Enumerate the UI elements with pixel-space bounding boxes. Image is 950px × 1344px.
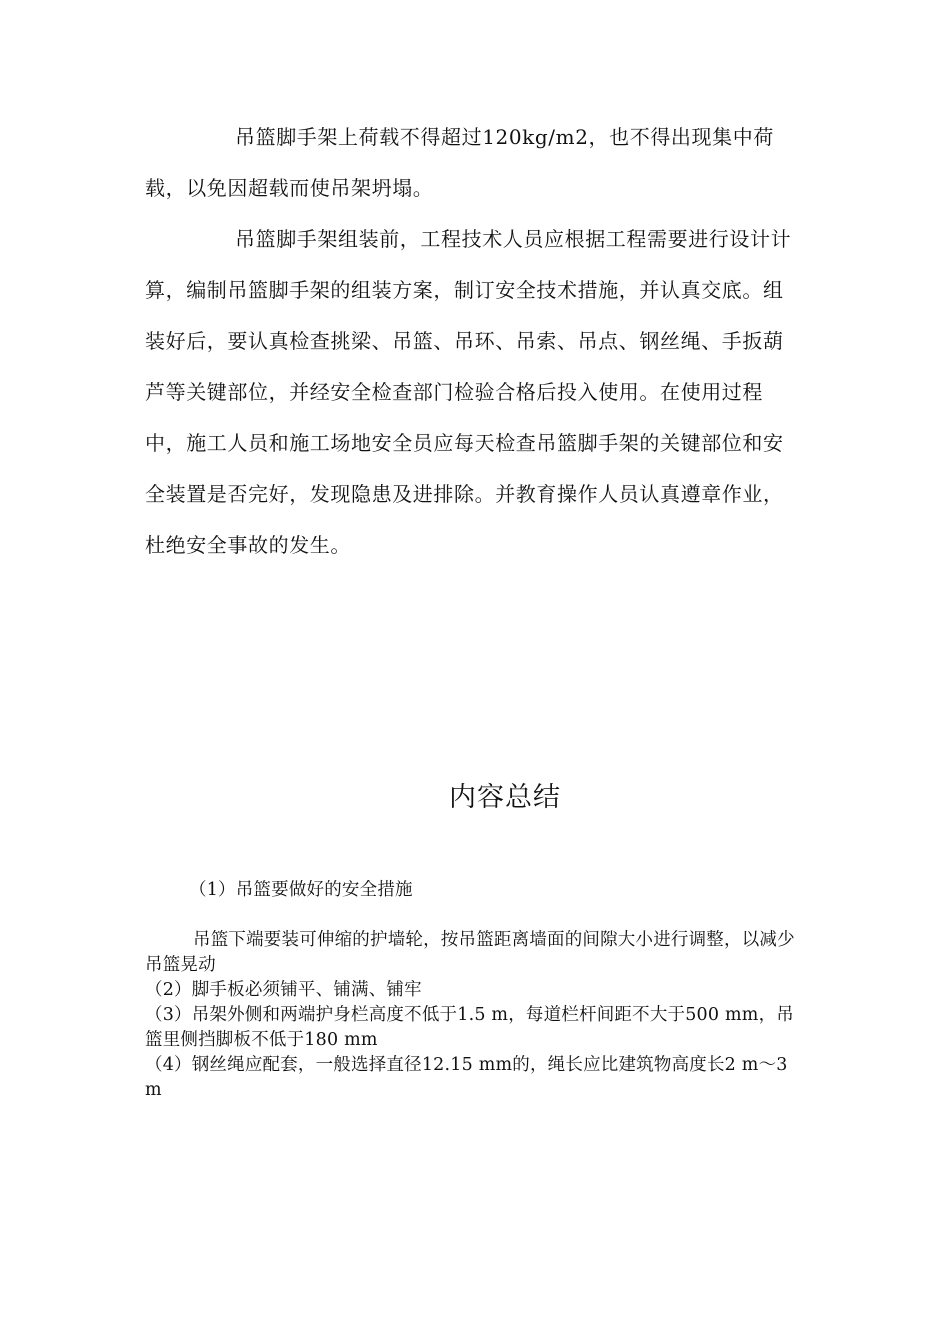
summary-item-3: （3）吊架外侧和两端护身栏高度不低于1.5 m，每道栏杆间距不大于500 mm，吊篮里侧挡脚板不低于180 mm — [145, 1005, 794, 1050]
paragraph-text: 吊篮脚手架上荷载不得超过120kg/m2，也不得出现集中荷载，以免因超载而使吊架坍塌。 — [145, 125, 774, 200]
paragraph-text: 吊篮脚手架组装前，工程技术人员应根据工程需要进行设计计算，编制吊篮脚手架的组装方案，制订安全技术措施，并认真交底。组装好后，要认真检查挑梁、吊篮、吊环、吊索、吊点、钢丝绳、手扳葫芦等关键部位，并经安全检查部门检验合格后投入使用。在使用过程中，施工人员和施工场地安全员应每天检查吊篮脚手架的关键部位和安全装置是否完好，发现隐患及进排除。并教育操作人员认真遵章作业，杜绝安全事故的发生。 — [145, 227, 792, 557]
summary-item-2: （2）脚手板必须铺平、铺满、铺牢 — [145, 980, 422, 1000]
body-paragraph-load-limit — [145, 112, 800, 214]
summary-item-4: （4）钢丝绳应配套，一般选择直径12.15 mm的，绳长应比建筑物高度长2 m～3 m — [145, 1055, 788, 1100]
body-paragraph-assembly — [145, 214, 800, 571]
summary-item-1: 吊篮下端要装可伸缩的护墙轮，按吊篮距离墙面的间隙大小进行调整，以减少吊篮晃动 — [145, 930, 795, 975]
summary-section — [145, 878, 805, 1103]
summary-title: 内容总结 — [449, 782, 561, 813]
summary-heading: （1）吊篮要做好的安全措施 — [189, 880, 413, 900]
